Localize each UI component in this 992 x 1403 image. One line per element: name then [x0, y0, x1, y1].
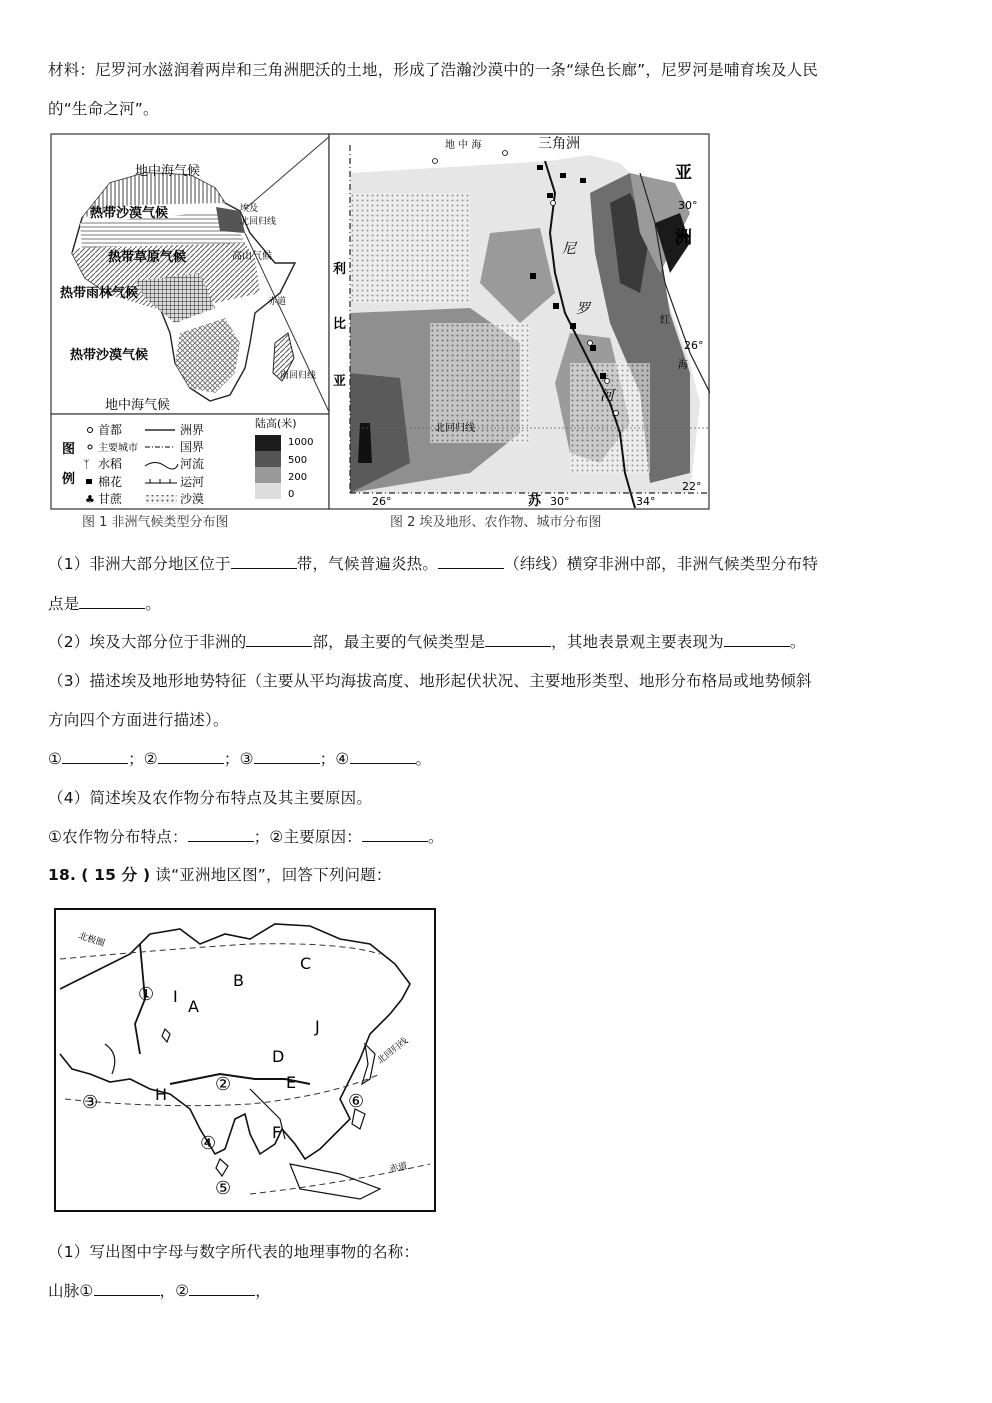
- label-mediterranean-south: 地中海气候: [105, 398, 171, 413]
- svg-text:0: 0: [288, 489, 295, 500]
- answer-blank[interactable]: [362, 827, 428, 842]
- svg-text:500: 500: [288, 455, 308, 466]
- lat-22: 22°: [682, 480, 702, 493]
- label-tropic-north: 北回归线: [240, 217, 277, 227]
- svg-text:棉花: 棉花: [98, 475, 123, 489]
- label-egypt: 埃及: [240, 204, 259, 214]
- label-libya-1: 利: [333, 262, 347, 277]
- question-2: [48, 630, 806, 652]
- label-equator: 赤道: [388, 1161, 409, 1175]
- q4-label-end: 。: [428, 828, 444, 846]
- lon-34: 34°: [636, 495, 656, 508]
- label-asia-2: 洲: [675, 228, 692, 248]
- svg-text:1000: 1000: [288, 437, 314, 448]
- label-tropic: 北回归线: [435, 423, 475, 434]
- label-desert-south: 热带沙漠气候: [70, 348, 149, 363]
- q18-2-label-2: ，②: [159, 1282, 190, 1300]
- answer-blank[interactable]: [350, 749, 416, 764]
- svg-text:河流: 河流: [180, 457, 205, 471]
- answer-blank[interactable]: [724, 632, 790, 647]
- q2-text-d: 。: [789, 633, 806, 651]
- question-4: （4）简述埃及农作物分布特点及其主要原因。: [48, 789, 373, 807]
- label-desert-north: 热带沙漠气候: [90, 206, 169, 221]
- label-nile-3: 河: [600, 388, 614, 404]
- label-tropic-cancer: 北回归线: [375, 1036, 411, 1067]
- letter-i: I: [173, 987, 178, 1006]
- label-sudan: 苏: [528, 494, 542, 509]
- number-3: ③: [82, 1092, 99, 1113]
- q3-label-3: ；③: [223, 750, 254, 768]
- label-mediterranean-north: 地中海气候: [135, 164, 201, 179]
- letter-j: J: [315, 1017, 320, 1036]
- number-4: ④: [200, 1133, 217, 1154]
- lon-26: 26°: [372, 495, 392, 508]
- label-savanna: 热带草原气候: [108, 250, 187, 265]
- lon-30: 30°: [550, 495, 570, 508]
- svg-text:200: 200: [288, 472, 308, 483]
- q4-label-2: ；②主要原因：: [253, 828, 362, 846]
- answer-blank[interactable]: [158, 749, 224, 764]
- q18-number: 18.: [48, 866, 77, 884]
- label-mediterranean: 地 中 海: [445, 140, 482, 151]
- svg-text:洲界: 洲界: [180, 423, 205, 437]
- label-tropic-south: 南回归线: [280, 371, 317, 381]
- sugarcane-icon: ♣: [85, 493, 95, 506]
- label-arctic-circle: 北极圈: [77, 931, 106, 950]
- question-4-answers: [48, 825, 444, 847]
- figure1-caption: 图 1 非洲气候类型分布图: [82, 515, 229, 530]
- letter-e: E: [286, 1073, 297, 1092]
- q2-text-c: ，其地表景观主要表现为: [551, 633, 724, 651]
- label-rainforest: 热带雨林气候: [60, 286, 139, 301]
- svg-text:沙漠: 沙漠: [180, 492, 205, 506]
- label-nile-1: 尼: [562, 241, 576, 257]
- q4-label-1: ①农作物分布特点：: [48, 828, 188, 846]
- q3-label-end: 。: [415, 750, 432, 768]
- label-red-sea-1: 红: [660, 315, 670, 326]
- number-2: ②: [215, 1074, 232, 1095]
- answer-blank[interactable]: [94, 1281, 160, 1296]
- q18-2-label-1: 山脉①: [48, 1282, 94, 1300]
- svg-text:首都: 首都: [98, 423, 123, 437]
- q18-score: ( 15 分 ): [81, 866, 151, 884]
- letter-c: C: [300, 954, 312, 973]
- q18-2-label-end: ，: [255, 1282, 271, 1300]
- answer-blank[interactable]: [189, 1281, 255, 1296]
- question-18-2: [48, 1279, 271, 1301]
- label-delta: 三角洲: [538, 136, 580, 152]
- letter-h: H: [155, 1085, 168, 1104]
- label-red-sea-2: 海: [678, 360, 688, 371]
- question-1-line-2: [48, 592, 161, 614]
- question-3-answers: [48, 747, 431, 769]
- question-18-heading: [48, 863, 392, 885]
- q18-text: 读“亚洲地区图”，回答下列问题：: [155, 866, 392, 884]
- answer-blank[interactable]: [485, 632, 551, 647]
- q2-text-b: 部，最主要的气候类型是: [312, 633, 486, 651]
- question-18-1: （1）写出图中字母与数字所代表的地理事物的名称：: [48, 1243, 420, 1261]
- letter-a: A: [188, 997, 199, 1016]
- q2-text-a: （2）埃及大部分位于非洲的: [48, 633, 247, 651]
- cotton-icon: [86, 479, 92, 484]
- svg-text:水稻: 水稻: [98, 457, 123, 471]
- africa-egypt-figure: [50, 133, 710, 511]
- lat-30: 30°: [678, 199, 698, 212]
- svg-text:国界: 国界: [180, 440, 205, 454]
- desert-icon: [145, 495, 177, 504]
- q1-text-a: （1）非洲大部分地区位于: [48, 555, 231, 573]
- rice-icon: ᛉ: [83, 458, 90, 471]
- label-equator: 赤道: [268, 297, 287, 307]
- letter-f: F: [272, 1123, 282, 1142]
- number-6: ⑥: [348, 1091, 365, 1112]
- q1-text-d: 点是: [48, 595, 80, 613]
- answer-blank[interactable]: [62, 749, 128, 764]
- svg-text:主要城市: 主要城市: [98, 443, 138, 454]
- letter-d: D: [272, 1047, 285, 1066]
- q1-text-b: 带，气候普遍炎热。: [296, 555, 439, 573]
- question-1-line-1: [48, 552, 818, 574]
- material-line-1: 材料：尼罗河水滋润着两岸和三角洲肥沃的土地，形成了浩瀚沙漠中的一条“绿色长廊”，尼罗河是哺育埃及人民: [48, 61, 819, 79]
- letter-b: B: [233, 971, 244, 990]
- number-1: ①: [138, 984, 155, 1005]
- asia-map: [50, 904, 440, 1216]
- label-libya-2: 比: [333, 317, 347, 332]
- label-nile-2: 罗: [576, 301, 590, 317]
- number-5: ⑤: [215, 1178, 232, 1199]
- label-asia-1: 亚: [675, 163, 692, 183]
- answer-blank[interactable]: [231, 554, 297, 569]
- elevation-title: 陆高(米): [255, 417, 297, 430]
- question-3-line-1: （3）描述埃及地形地势特征（主要从平均海拔高度、地形起伏状况、主要地形类型、地形分布格局或地势倾斜: [48, 672, 812, 690]
- svg-text:运河: 运河: [180, 475, 205, 489]
- q1-text-e: 。: [145, 595, 162, 613]
- answer-blank[interactable]: [254, 749, 320, 764]
- q3-label-4: ；④: [319, 750, 350, 768]
- q3-label-2: ；②: [128, 750, 158, 768]
- question-3-line-2: 方向四个方面进行描述）。: [48, 711, 229, 729]
- answer-blank[interactable]: [438, 554, 504, 569]
- city-icon: [88, 445, 92, 449]
- answer-blank[interactable]: [188, 827, 254, 842]
- label-highland: 高山气候: [232, 251, 272, 262]
- legend-items: [83, 416, 313, 506]
- svg-text:甘蔗: 甘蔗: [98, 492, 123, 506]
- label-libya-3: 亚: [333, 374, 347, 389]
- answer-blank[interactable]: [246, 632, 312, 647]
- answer-blank[interactable]: [79, 594, 145, 609]
- q1-text-c: （纬线）横穿非洲中部，非洲气候类型分布特: [504, 555, 819, 573]
- lat-26: 26°: [684, 339, 704, 352]
- q3-label-1: ①: [48, 750, 63, 768]
- legend-title-1: 图: [62, 442, 76, 457]
- material-line-2: 的“生命之河”。: [48, 100, 159, 118]
- legend-title-2: 例: [62, 472, 76, 487]
- figure2-caption: 图 2 埃及地形、农作物、城市分布图: [390, 515, 602, 530]
